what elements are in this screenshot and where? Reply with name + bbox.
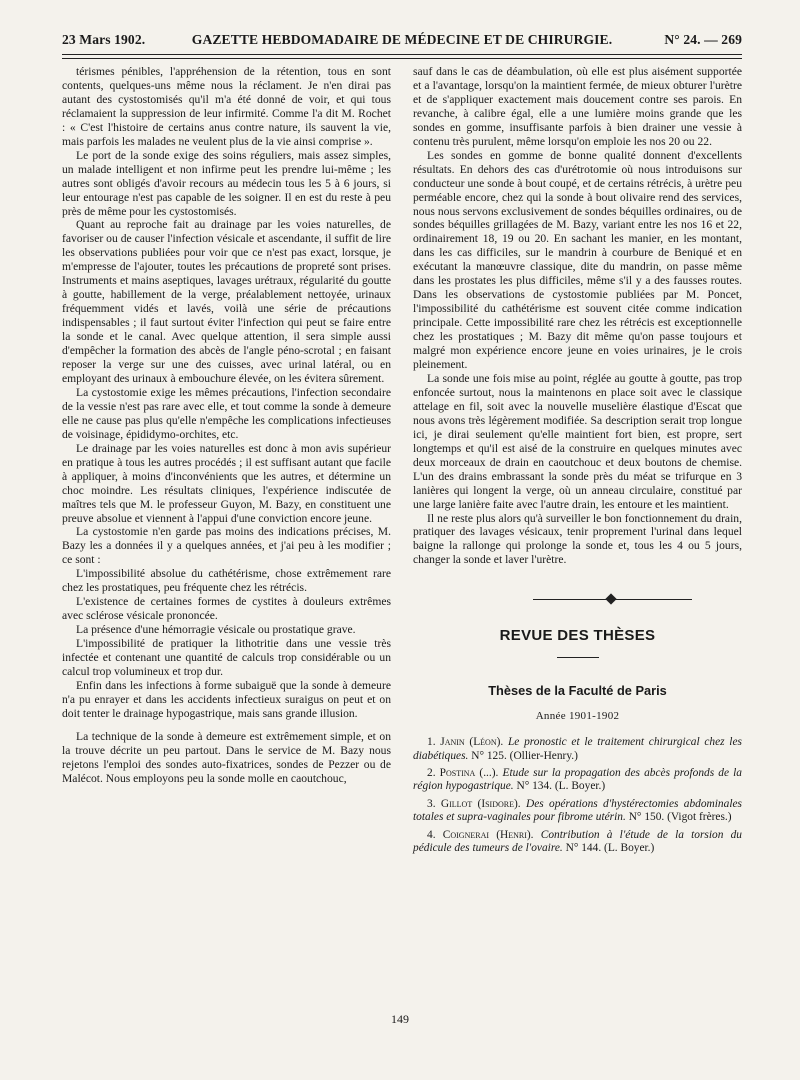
paragraph: Il ne reste plus alors qu'à surveiller le bon fonctionnement du drain, pratiquer des lavages vésicaux, tenir proprement l'urinal dans lequel baigne la rallonge qui prolonge la sonde et, tous les 4 ou 5 jours, changer la sonde et laver l'urètre. bbox=[413, 511, 742, 567]
revue-title-rule bbox=[557, 657, 599, 658]
paragraph: térismes pénibles, l'appréhension de la rétention, tous en sont contents, quelques-uns même nous la réclament. Je n'en dirai pas autant des cystostomisés qu'il m'a été donné de voir, et qui tous réclamaient la suppression de leur infirmité. Comme l'a dit M. Rochet : « C'est l'histoire de certains anus contre nature, ils sauvent la vie, mais parfois les malades ne veulent plus de la vie ainsi comprise ». bbox=[62, 65, 391, 148]
paragraph: La sonde une fois mise au point, réglée au goutte à goutte, pas trop enfoncée surtout, nous la maintenons en place soit avec le classique attelage en fil, soit avec la nouvelle muselière élastique d'Escat que nous avons très légèrement modifiée. Sa description serait trop longue ici, je dirai seulement qu'elle maintient fort bien, est propre, sert longtemps et qu'il est aisé de la construire en quelques minutes avec deux morceaux de drain en caoutchouc et deux boutons de chemise. L'un des drains embrassant la sonde près du méat se trifurque en 3 lanières qui longent la verge, où un anneau circulaire, constitué par une large lanière faite avec l'autre drain, les entoure et les maintient. bbox=[413, 371, 742, 511]
faculty-heading: Thèses de la Faculté de Paris bbox=[488, 683, 667, 699]
thesis-entry: 4. Coignerai (Henri). Contribution à l'étude de la torsion du pédicule des tumeurs de l'ovaire. N° 144. (L. Boyer.) bbox=[413, 828, 742, 855]
header-journal-title: GAZETTE HEBDOMADAIRE DE MÉDECINE ET DE CHIRURGIE. bbox=[191, 32, 613, 47]
theses-list bbox=[413, 736, 742, 855]
paragraph: La technique de la sonde à demeure est extrêmement simple, et on la trouve décrite un peu partout. Dans le service de M. Bazy nous rejetons l'emploi des sondes auto-fixatrices, sondes de Pezzer ou de Malécot. Nous employons peu la sonde molle en caoutchouc, bbox=[62, 729, 391, 785]
thesis-entry: 1. Janin (Léon). Le pronostic et le traitement chirurgical chez les diabétiques. N° 125. (Ollier-Henry.) bbox=[413, 736, 742, 762]
thesis-ref: N° 125. (Ollier-Henry.) bbox=[471, 749, 578, 762]
paragraph: L'impossibilité absolue du cathétérisme, chose extrêmement rare chez les prostatiques, peu fréquente chez les rétrécis. bbox=[62, 567, 391, 595]
thesis-ref: N° 144. (L. Boyer.) bbox=[565, 842, 655, 855]
thesis-ref: N° 150. (Vigot frères.) bbox=[628, 811, 732, 824]
diamond-ornament-icon bbox=[605, 594, 616, 605]
header-rule-thick bbox=[62, 54, 742, 55]
section-divider bbox=[413, 593, 742, 607]
paragraph: La cystostomie n'en garde pas moins des indications précises, M. Bazy les a données il y a quelques années, et j'ai peu à les modifier ; ce sont : bbox=[62, 525, 391, 567]
thesis-author: Janin (Léon). bbox=[440, 736, 504, 749]
revue-title: REVUE DES THÈSES bbox=[499, 627, 656, 645]
paragraph: La présence d'une hémorragie vésicale ou prostatique grave. bbox=[76, 623, 356, 637]
thesis-author: Gillot (Isidore). bbox=[440, 797, 521, 810]
paragraph: Les sondes en gomme de bonne qualité donnent d'excellents résultats. En dehors des cas d'urétrotomie où nous introduisons sur conducteur une sonde à bout coupé, et de certains rétrécis, à urètre peu perméable encore, chez qui la sonde à bout olivaire rend des services, nous nous servons exclusivement de sondes béquilles ordinaires, ou de sondes béquilles grillagées de M. Bazy, variant entre les nos 16 et 22, ordinairement 18, 19 ou 20. En sachant les manier, en les montant, dans les cas difficiles, sur le mandrin à courbure de Beniqué et en exécutant la manœuvre classique, dite du mandrin, on passe même dans les prostates les plus difficiles, même s'il y a des fausses routes. Dans les observations de cystostomie publiées par M. Poncet, l'impossibilité du cathétérisme est souvent citée comme indication principale. Cette impossibilité rare chez les rétrécis est exceptionnelle chez les prostatiques ; M. Bazy dit même qu'on passe toujours et malgré mon expérience encore jeune en voies urinaires, je le crois pleinement. bbox=[413, 148, 742, 372]
paragraph: L'impossibilité de pratiquer la lithotritie dans une vessie très infectée et contenant une quantité de calculs trop considérable ou un calcul trop volumineux et trop dur. bbox=[62, 637, 391, 678]
right-column bbox=[413, 65, 742, 859]
paragraph: Le drainage par les voies naturelles est donc à mon avis supérieur en pratique à tous les autres procédés ; il est suffisant autant que facile à appliquer, à moins d'inconvénients que les autres, et détermine un choc moindre. Les résultats cliniques, l'expérience indiscutée de maîtres tels que M. le professeur Guyon, M. Bazy, en constituent une preuve absolue et viennent à l'appui d'une conviction encore jeune. bbox=[62, 441, 391, 525]
thesis-title: Des opérations d'hystérectomies abdominales totales et supra-vaginales pour fibrome utérin. bbox=[413, 797, 742, 824]
thesis-title: Contribution à l'étude de la torsion du pédicule des tumeurs de l'ovaire. bbox=[413, 828, 742, 855]
header-issue-page: N° 24. — 269 bbox=[664, 32, 742, 47]
running-header bbox=[62, 30, 742, 52]
thesis-author: Postina (...). bbox=[439, 766, 499, 779]
paragraph: Enfin dans les infections à forme subaiguë que la sonde à demeure n'a pu enrayer et dans les accidents infectieux suraigus on peut et on doit tenter le drainage hypogastrique, mais sans grande illusion. bbox=[62, 678, 391, 720]
thesis-title: Le pronostic et le traitement chirurgical chez les diabétiques. bbox=[413, 736, 742, 762]
thesis-title: Etude sur la propagation des abcès profonds de la région hypogastrique. bbox=[413, 766, 742, 793]
academic-year: Année 1901-1902 bbox=[535, 710, 620, 723]
paragraph: Quant au reproche fait au drainage par les voies naturelles, de favoriser ou de causer l'infection vésicale et ascendante, il suffit de lire les observations publiées pour voir que ce n'est pas exact, lorsque, je m'empresse de l'ajouter, toutes les précautions de propreté sont prises. Instruments et mains aseptiques, lavages urétraux, régularité du goutte à goutte, habillement de la verge, préalablement nettoyée, urinaux fréquemment vidés et lavés, voilà une série de précautions indispensables ; il faut surtout éviter l'infection qui peut se faire entre la sonde et le canal. Avec quelque attention, il sera simple aussi d'empêcher la formation des abcès de l'angle péno-scrotal ; en faisant reposer la verge sur une des cuisses, avec urinal latéral, ou en employant des urinaux à embouchure élevée, on les évitera sûrement. bbox=[62, 218, 391, 385]
header-rule-thin bbox=[62, 58, 742, 59]
thesis-author: Coignerai (Henri). bbox=[442, 828, 534, 841]
page-number: 149 bbox=[391, 1012, 409, 1026]
thesis-entry: 3. Gillot (Isidore). Des opérations d'hystérectomies abdominales totales et supra-vaginales pour fibrome utérin. N° 150. (Vigot frères.) bbox=[413, 797, 742, 824]
paragraph: L'existence de certaines formes de cystites à douleurs extrêmes avec sclérose vésicale prononcée. bbox=[62, 595, 391, 623]
paragraph: Le port de la sonde exige des soins réguliers, mais assez simples, un malade intelligent et non infirme peut les prendre lui-même ; les autres sont obligés d'avoir recours au médecin tous les 5 à 6 jours, si leur entourage n'est pas capable de les soigner. Il en est du reste à peu près de même pour les cystostomisés. bbox=[62, 148, 391, 218]
thesis-ref: N° 134. (L. Boyer.) bbox=[516, 780, 606, 793]
header-date: 23 Mars 1902. bbox=[62, 32, 146, 47]
paragraph: sauf dans le cas de déambulation, où elle est plus aisément supportée et a l'avantage, lorsqu'on la maintient fermée, de mieux obturer l'urètre et de s'appliquer exactement mais doucement contre ses parois. En revanche, à calibre égal, elle a une lumière moins grande que les sondes en gomme, insuffisante parfois à bien drainer une vessie à contenu très purulent, même lorsqu'on emploie les nos 20 ou 22. bbox=[413, 65, 742, 148]
left-column bbox=[62, 65, 391, 786]
paragraph: La cystostomie exige les mêmes précautions, l'infection secondaire de la vessie n'est pas rare avec elle, et tout comme la sonde à demeure elle ne cause pas plus qu'elle n'empêche les complications infectieuses de voisinage, épididymo-orchites, etc. bbox=[62, 385, 391, 441]
thesis-entry: 2. Postina (...). Etude sur la propagation des abcès profonds de la région hypogastrique. N° 134. (L. Boyer.) bbox=[413, 766, 742, 793]
